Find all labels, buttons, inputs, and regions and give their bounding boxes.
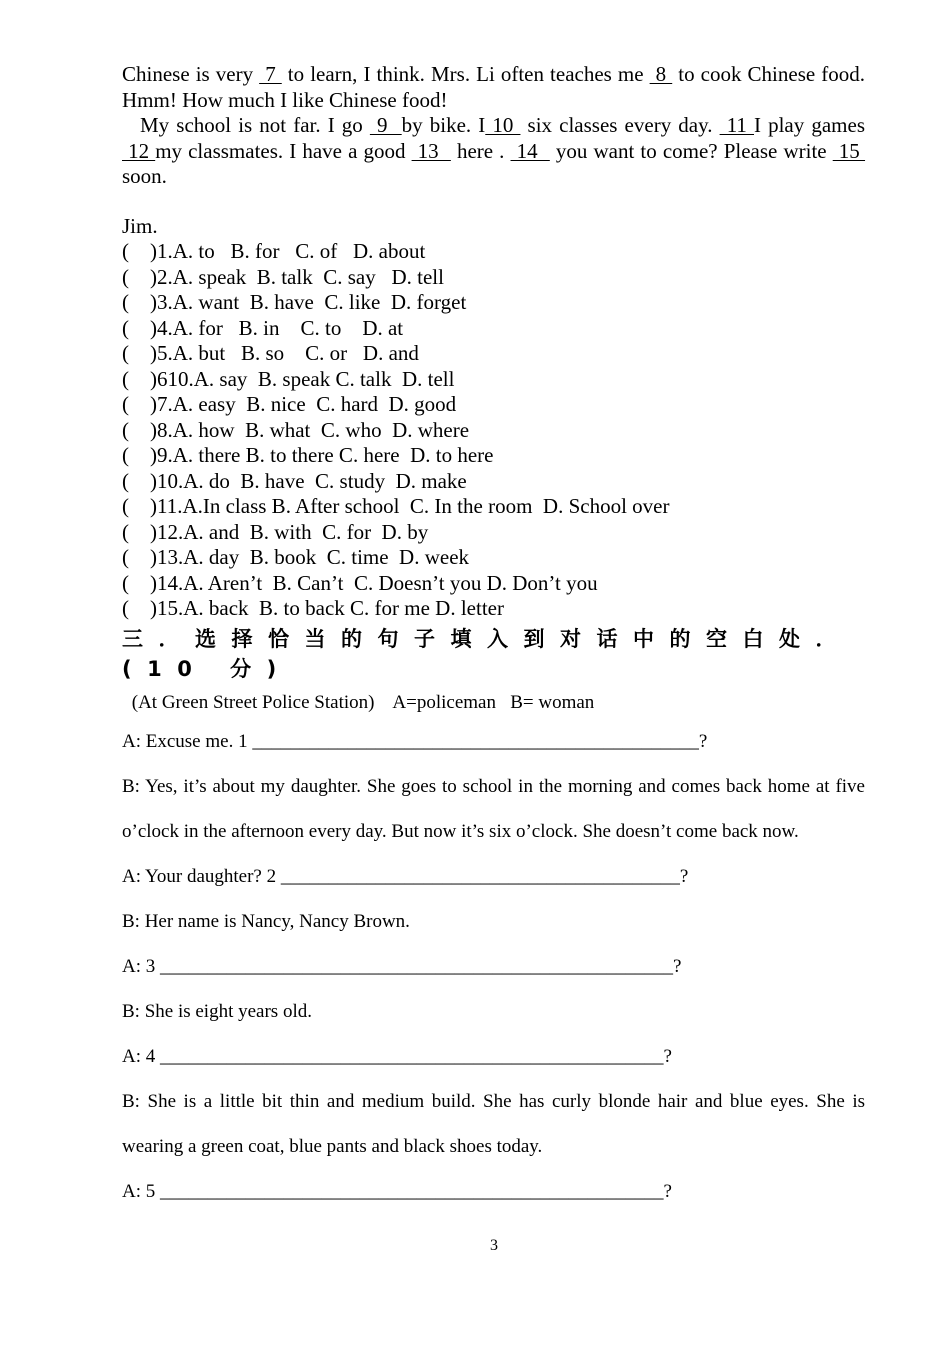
option-line: ( )3.A. want B. have C. like D. forget — [122, 290, 467, 314]
answer-blank: _____________________________________________________ — [160, 1180, 664, 1202]
options-list — [122, 239, 865, 622]
blank-11: 11 — [719, 113, 755, 137]
option-line: ( )2.A. speak B. talk C. say D. tell — [122, 264, 444, 289]
dialogue-text: A: Excuse me. 1 — [122, 730, 253, 752]
answer-blank: _______________________________________________ — [252, 730, 699, 752]
dialogue-line — [122, 1169, 865, 1214]
dialogue-text: A: 4 — [122, 1045, 160, 1067]
blank-14: 14 — [510, 138, 550, 163]
dialogue-line — [122, 944, 865, 989]
text: by bike. I — [401, 113, 486, 137]
option-line: ( )610.A. say B. speak C. talk D. tell — [122, 366, 455, 391]
option-line: ( )5.A. but B. so C. or D. and — [122, 341, 419, 365]
dialogue-text: A: 5 — [122, 1180, 160, 1202]
option-line: ( )1.A. to B. for C. of D. about — [122, 239, 426, 263]
text: here . — [450, 138, 511, 163]
page-number: 3 — [490, 1237, 498, 1254]
blank-8: 8 — [649, 62, 673, 86]
dialogue-text: A: 3 — [122, 955, 160, 977]
option-line: ( )8.A. how B. what C. who D. where — [122, 417, 470, 442]
answer-blank: __________________________________________ — [280, 865, 680, 887]
text: Chinese is very — [122, 62, 260, 86]
letter-signature: Jim. — [122, 213, 158, 238]
blank-9: 9 — [369, 113, 402, 137]
option-line: ( )13.A. day B. book C. time D. week — [122, 545, 470, 569]
dialogue-line — [122, 899, 865, 944]
option-line: ( )7.A. easy B. nice C. hard D. good — [122, 392, 457, 416]
dialogue-end: ? — [698, 730, 708, 752]
text: soon. — [122, 164, 167, 188]
dialogue-end: ? — [663, 1045, 672, 1067]
blank-7: 7 — [259, 62, 282, 86]
dialogue-line — [122, 989, 865, 1034]
dialogue-text: A: Your daughter? 2 — [122, 865, 281, 887]
option-line: ( )12.A. and B. with C. for D. by — [122, 519, 429, 544]
dialogue-line — [122, 1034, 865, 1079]
text: My school is not far. I go — [140, 113, 370, 137]
dialogue-end: ? — [679, 865, 689, 887]
dialogue-line — [122, 764, 865, 854]
dialogue-text: B: Yes, it’s about my daughter. She goes to school in the morning and comes back home at five o’clock in the afternoon every day. But now it’s six o’clock. She doesn’t come back now. — [122, 775, 865, 842]
option-line: ( )9.A. there B. to there C. here D. to here — [122, 443, 494, 467]
blank-10: 10 — [485, 113, 521, 137]
dialogue — [122, 719, 865, 1214]
dialogue-text: B: She is eight years old. — [122, 1000, 312, 1022]
option-line: ( )4.A. for B. in C. to D. at — [122, 315, 404, 340]
section-3-heading: 三．选择恰当的句子填入到对话中的空白处．(10 分) — [122, 626, 852, 681]
text: I play games — [754, 113, 865, 137]
dialogue-end: ? — [663, 1180, 672, 1202]
letter-paragraph-1 — [122, 62, 865, 113]
dialogue-line — [122, 854, 865, 899]
dialogue-text: B: She is a little bit thin and medium build. She has curly blonde hair and blue eyes. She is wearing a green coat, blue pants and black shoes today. — [122, 1090, 865, 1157]
option-line: ( )15.A. back B. to back C. for me D. letter — [122, 596, 504, 620]
text: my classmates. I have a good — [155, 138, 412, 163]
text: to cook Chinese food. Hmm! How much I like Chinese food! — [122, 62, 865, 112]
text: you want to come? Please write — [549, 138, 833, 163]
text: to learn, I think. Mrs. Li often teaches me — [281, 62, 650, 86]
answer-blank: ______________________________________________________ — [160, 955, 673, 977]
text: six classes every day. — [520, 113, 720, 137]
blank-15: 15 — [832, 138, 866, 163]
letter-paragraph-2 — [122, 113, 865, 190]
document-page — [122, 62, 865, 1214]
option-line: ( )14.A. Aren’t B. Can’t C. Doesn’t you D. Don’t you — [122, 570, 598, 595]
option-line: ( )11.A.In class B. After school C. In the room D. School over — [122, 494, 670, 518]
answer-blank: _____________________________________________________ — [160, 1045, 664, 1067]
dialogue-line — [122, 1079, 865, 1169]
blank-13: 13 — [411, 138, 451, 163]
dialogue-end: ? — [673, 955, 682, 977]
blank-12: 12 — [122, 138, 156, 163]
dialogue-line — [122, 719, 865, 764]
dialogue-text: B: Her name is Nancy, Nancy Brown. — [122, 910, 410, 932]
option-line: ( )10.A. do B. have C. study D. make — [122, 468, 467, 493]
dialogue-context: (At Green Street Police Station) A=policeman B= woman — [127, 691, 595, 713]
